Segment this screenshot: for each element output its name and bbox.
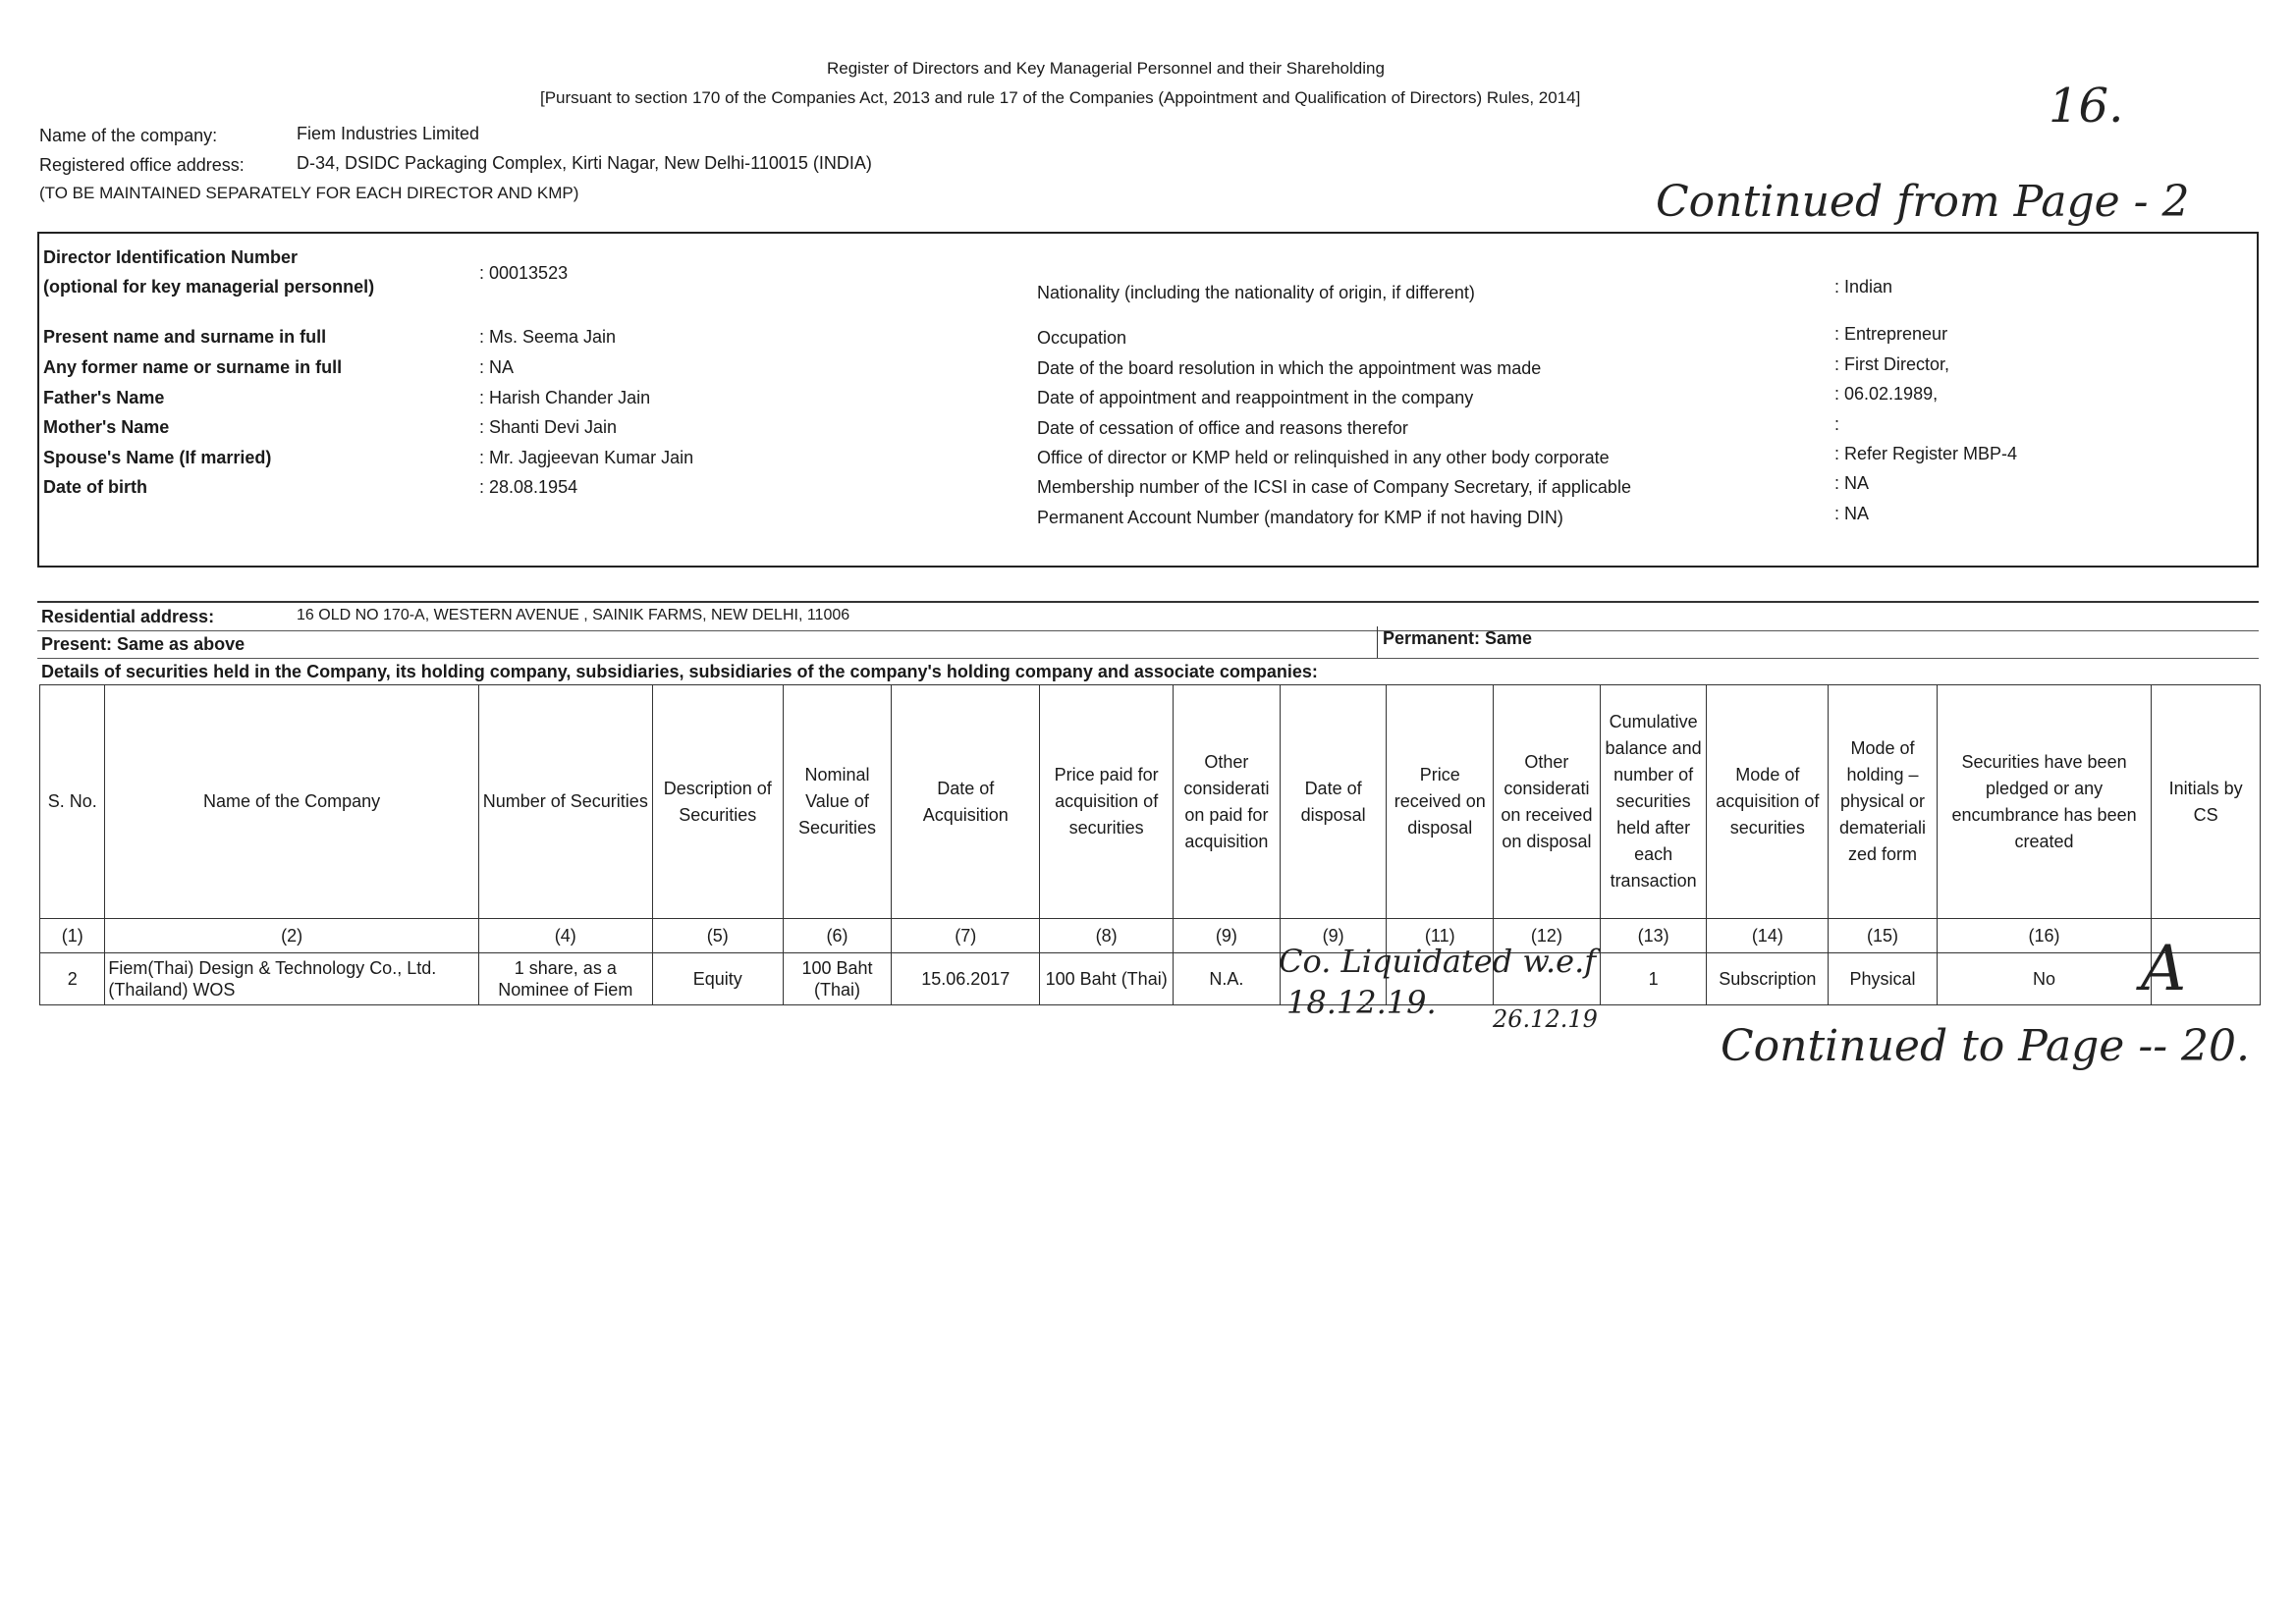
column-header: Mode of acquisition of securities: [1707, 685, 1829, 919]
column-number: (7): [892, 919, 1040, 953]
director-detail-label: Nationality (including the nationality of origin, if different): [1037, 283, 1475, 302]
director-detail-value: : Entrepreneur: [1834, 324, 1948, 344]
director-detail-value: : NA: [1834, 473, 1870, 493]
table-cell: 100 Baht (Thai): [783, 953, 892, 1005]
column-header: Price received on disposal: [1387, 685, 1494, 919]
director-field-label: Mother's Name: [43, 417, 170, 437]
company-name: Fiem Industries Limited: [297, 124, 480, 143]
director-field-label: Spouse's Name (If married): [43, 448, 272, 467]
column-number: (4): [478, 919, 652, 953]
column-number: (6): [783, 919, 892, 953]
handwritten-page-number: 16.: [2049, 79, 2124, 134]
permanent-address: Permanent: Same: [1383, 628, 1533, 648]
director-detail-value: : NA: [1834, 504, 1870, 523]
table-cell: Subscription: [1707, 953, 1829, 1005]
column-number: (8): [1040, 919, 1174, 953]
handwritten-continued-to: Continued to Page -- 20.: [1721, 1021, 2251, 1071]
residential-address-label: Residential address:: [41, 607, 215, 626]
column-number: (13): [1600, 919, 1707, 953]
director-detail-value: : 06.02.1989,: [1834, 384, 1939, 404]
column-number: (11): [1387, 919, 1494, 953]
table-cell: No: [1937, 953, 2151, 1005]
office-address: D-34, DSIDC Packaging Complex, Kirti Nagar, New Delhi-110015 (INDIA): [297, 153, 872, 173]
director-field-value: : NA: [479, 357, 515, 377]
handwritten-liquidated-note: Co. Liquidated w.e.f: [1279, 943, 1597, 980]
column-header: Nominal Value of Securities: [783, 685, 892, 919]
director-field-label: Any former name or surname in full: [43, 357, 343, 377]
column-number: (15): [1829, 919, 1938, 953]
director-detail-label: Membership number of the ICSI in case of Company Secretary, if applicable: [1037, 477, 1631, 497]
column-header: Mode of holding – physical or demateriali zed form: [1829, 685, 1938, 919]
column-number: (14): [1707, 919, 1829, 953]
column-number: (12): [1494, 919, 1601, 953]
director-field-value: : 28.08.1954: [479, 477, 578, 497]
column-header: Securities have been pledged or any encumbrance has been created: [1937, 685, 2151, 919]
securities-caption: Details of securities held in the Company, its holding company, subsidiaries, subsidiaries of the company's holding company and associate companies:: [41, 662, 1318, 681]
column-number: (2): [105, 919, 478, 953]
column-header: Cumulative balance and number of securities held after each transaction: [1600, 685, 1707, 919]
maintenance-note: (TO BE MAINTAINED SEPARATELY FOR EACH DIRECTOR AND KMP): [39, 184, 579, 202]
director-field-label: Director Identification Number: [43, 247, 299, 267]
director-detail-value: :: [1834, 414, 1840, 434]
handwritten-initial-date: 26.12.19: [1493, 1005, 1598, 1033]
director-details-box: [37, 232, 2259, 568]
director-field-value: : 00013523: [479, 263, 569, 283]
column-header: Other considerati on paid for acquisition: [1174, 685, 1281, 919]
present-address: Present: Same as above: [41, 634, 246, 654]
director-detail-label: Date of the board resolution in which the appointment was made: [1037, 358, 1542, 378]
director-detail-value: : Refer Register MBP-4: [1834, 444, 2018, 463]
column-header: Date of disposal: [1280, 685, 1387, 919]
table-cell: 100 Baht (Thai): [1040, 953, 1174, 1005]
table-cell: Equity: [652, 953, 783, 1005]
director-field-value: : Ms. Seema Jain: [479, 327, 617, 347]
address-divider: [1377, 626, 1378, 658]
director-detail-label: Date of cessation of office and reasons therefor: [1037, 418, 1408, 438]
table-cell: 15.06.2017: [892, 953, 1040, 1005]
table-cell: 1: [1600, 953, 1707, 1005]
divider-line: [37, 658, 2259, 659]
director-field-label-note: (optional for key managerial personnel): [43, 277, 375, 297]
column-number: (1): [40, 919, 105, 953]
table-cell: 2: [40, 953, 105, 1005]
register-subtitle: [Pursuant to section 170 of the Companies Act, 2013 and rule 17 of the Companies (Appointment and Qualification of Directors) Rules, 2014]: [540, 88, 1581, 107]
director-field-value: : Shanti Devi Jain: [479, 417, 618, 437]
securities-table: [39, 684, 2261, 1005]
table-cell: N.A.: [1174, 953, 1281, 1005]
divider-line: [37, 601, 2259, 603]
director-detail-label: Office of director or KMP held or relinquished in any other body corporate: [1037, 448, 1610, 467]
column-header: Other considerati on received on disposal: [1494, 685, 1601, 919]
table-row: [40, 953, 2261, 1005]
residential-address-value: 16 OLD NO 170-A, WESTERN AVENUE , SAINIK FARMS, NEW DELHI, 11006: [297, 607, 850, 623]
column-number: (5): [652, 919, 783, 953]
director-field-label: Date of birth: [43, 477, 147, 497]
handwritten-initials: A: [2141, 933, 2187, 1005]
director-field-value: : Mr. Jagjeevan Kumar Jain: [479, 448, 694, 467]
director-detail-label: Occupation: [1037, 328, 1127, 348]
director-field-label: Father's Name: [43, 388, 165, 407]
director-field-label: Present name and surname in full: [43, 327, 327, 347]
column-header: Name of the Company: [105, 685, 478, 919]
column-number: (9): [1280, 919, 1387, 953]
column-number: (9): [1174, 919, 1281, 953]
director-detail-label: Date of appointment and reappointment in the company: [1037, 388, 1474, 407]
column-header: S. No.: [40, 685, 105, 919]
office-label: Registered office address:: [39, 155, 245, 175]
table-cell: Physical: [1829, 953, 1938, 1005]
director-detail-label: Permanent Account Number (mandatory for KMP if not having DIN): [1037, 508, 1563, 527]
register-title: Register of Directors and Key Managerial Personnel and their Shareholding: [827, 59, 1385, 78]
column-header: Description of Securities: [652, 685, 783, 919]
company-label: Name of the company:: [39, 126, 218, 145]
column-header: Initials by CS: [2152, 685, 2261, 919]
director-detail-value: : First Director,: [1834, 354, 1950, 374]
director-field-value: : Harish Chander Jain: [479, 388, 651, 407]
handwritten-liquidated-date: 18.12.19.: [1286, 984, 1437, 1021]
handwritten-continued-from: Continued from Page - 2: [1656, 177, 2190, 227]
divider-line: [37, 630, 2259, 631]
director-detail-value: : Indian: [1834, 277, 1893, 297]
table-cell: 1 share, as a Nominee of Fiem: [478, 953, 652, 1005]
column-header: Number of Securities: [478, 685, 652, 919]
column-header: Price paid for acquisition of securities: [1040, 685, 1174, 919]
column-header: Date of Acquisition: [892, 685, 1040, 919]
column-number: (16): [1937, 919, 2151, 953]
table-cell: Fiem(Thai) Design & Technology Co., Ltd. (Thailand) WOS: [105, 953, 478, 1005]
